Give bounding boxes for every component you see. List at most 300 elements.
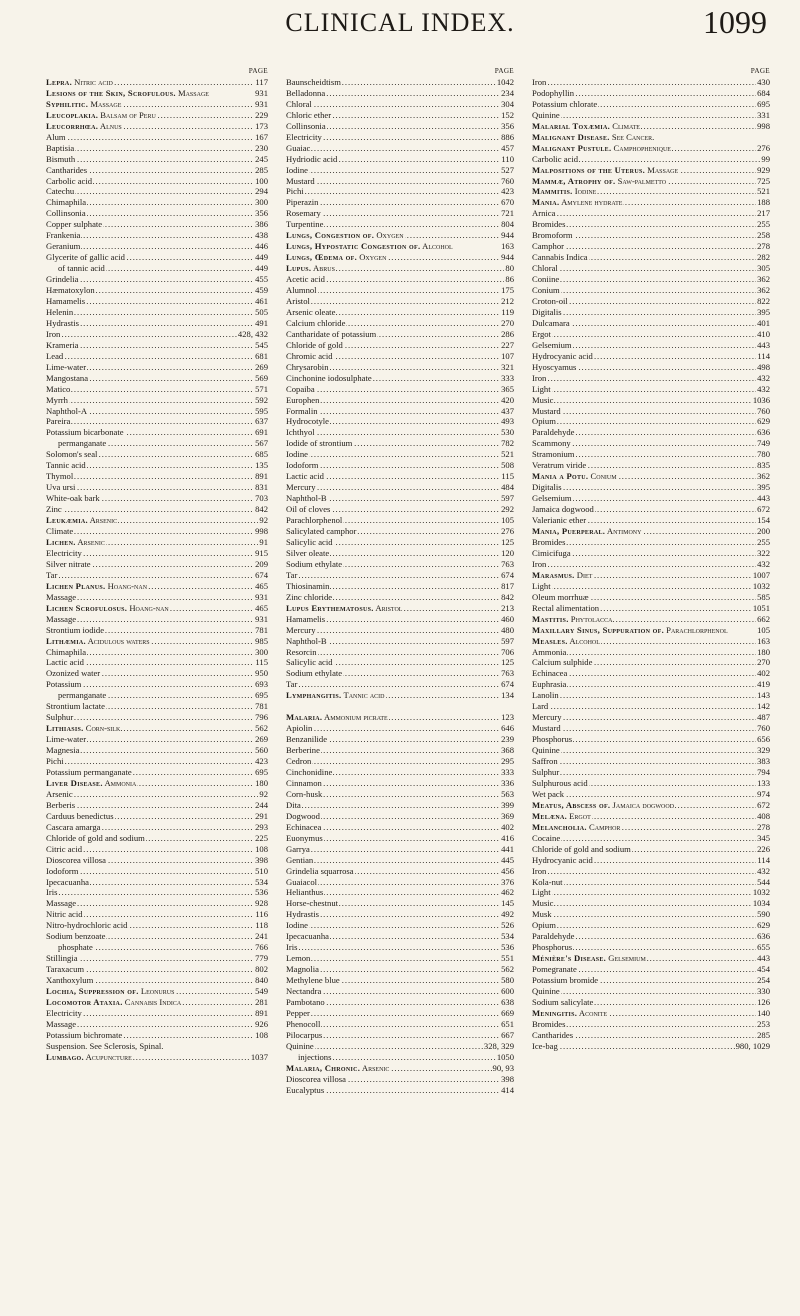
index-entry: [532, 493, 770, 504]
entry-text: Wet pack: [532, 788, 564, 799]
entry-page-ref: 562: [255, 723, 268, 734]
index-entry: [532, 931, 770, 942]
entry-page-ref: 763: [501, 558, 514, 569]
entry-text: Collinsonia: [46, 208, 86, 219]
entry-page-ref: 294: [255, 186, 268, 197]
index-entry: [286, 942, 514, 953]
entry-text: Lard: [532, 701, 549, 712]
entry-text: Methylene blue: [286, 975, 340, 986]
entry-text: Ozonized water: [46, 668, 101, 679]
index-entry: [532, 241, 770, 252]
entry-page-ref: 285: [757, 1029, 770, 1040]
entry-page-ref: 455: [255, 274, 268, 285]
entry-page-ref: 213: [501, 602, 514, 613]
entry-text: Lochia, Suppression of. Leonurus: [46, 986, 175, 997]
entry-page-ref: 674: [501, 569, 514, 580]
entry-page-ref: 667: [501, 1029, 514, 1040]
entry-page-ref: 944: [501, 230, 514, 241]
index-heading-entry: [286, 712, 514, 723]
entry-text: Phosphorus: [532, 734, 573, 745]
entry-text: Chimaphila: [46, 197, 87, 208]
index-heading-entry: [532, 143, 770, 154]
index-entry: [286, 701, 514, 712]
entry-page-ref: 152: [501, 109, 514, 120]
index-entry: [532, 449, 770, 460]
index-entry: [286, 515, 514, 526]
entry-text: Potassium chlorate: [532, 98, 598, 109]
entry-text: Iron: [532, 372, 547, 383]
entry-page-ref: 670: [501, 197, 514, 208]
index-entry: [286, 471, 514, 482]
entry-page-ref: 115: [255, 657, 268, 668]
entry-text: Music: [532, 898, 554, 909]
entry-text: Music: [532, 394, 554, 405]
entry-text: Cantharides: [46, 164, 88, 175]
entry-text: Chrysarobin: [286, 361, 329, 372]
index-entry: [532, 296, 770, 307]
entry-text: Paraldehyde: [532, 427, 575, 438]
entry-text: Cannabis Indica: [532, 252, 588, 263]
index-entry: [532, 778, 770, 789]
index-entry: [46, 866, 268, 877]
entry-text: Berberine: [286, 745, 320, 756]
index-entry: [46, 855, 268, 866]
index-entry: [532, 482, 770, 493]
entry-text: Calcium chloride: [286, 317, 346, 328]
entry-page-ref: 931: [255, 613, 268, 624]
index-entry: [532, 767, 770, 778]
entry-page-ref: 305: [757, 263, 770, 274]
entry-text: Lungs, Hypostatic Congestion of. Alcohol: [286, 241, 453, 252]
entry-page-ref: 117: [255, 76, 268, 87]
index-entry: [532, 230, 770, 241]
index-heading-entry: [46, 121, 268, 132]
index-heading-entry: [286, 1063, 514, 1074]
entry-page-ref: 423: [255, 756, 268, 767]
index-entry: [46, 745, 268, 756]
index-entry: [286, 997, 514, 1008]
index-entry: [286, 975, 514, 986]
index-entry: [286, 165, 514, 176]
entry-text: Arsenic: [46, 788, 73, 799]
entry-page-ref: 449: [255, 252, 268, 263]
entry-text: Nitric acid: [46, 909, 83, 920]
entry-page-ref: 1036: [752, 394, 770, 405]
entry-page-ref: 125: [501, 536, 514, 547]
entry-page-ref: 706: [501, 646, 514, 657]
index-entry: [286, 482, 514, 493]
entry-page-ref: 402: [501, 821, 514, 832]
entry-page-ref: 886: [501, 131, 514, 142]
entry-page-ref: 695: [757, 98, 770, 109]
entry-text: Frankenia: [46, 230, 81, 241]
entry-page-ref: 781: [255, 701, 268, 712]
entry-text: Belladonna: [286, 87, 326, 98]
entry-text: Copaiba: [286, 383, 315, 394]
entry-text: Hydrocotyle: [286, 416, 329, 427]
entry-text: Phosphorus: [532, 942, 573, 953]
index-entry: [46, 362, 268, 373]
entry-text: Cantharidate of potassium: [286, 328, 377, 339]
entry-page-ref: 225: [255, 832, 268, 843]
entry-page-ref: 145: [501, 898, 514, 909]
index-entry: [46, 625, 268, 636]
index-entry: [286, 1074, 514, 1085]
entry-page-ref: 107: [501, 350, 514, 361]
entry-page-ref: 656: [757, 734, 770, 745]
entry-text: Suspension. See Sclerosis, Spinal.: [46, 1040, 164, 1051]
index-entry: [532, 833, 770, 844]
index-entry: [46, 482, 268, 493]
entry-page-ref: 241: [255, 931, 268, 942]
entry-text: Valerianic ether: [532, 515, 587, 526]
entry-page-ref: 527: [501, 164, 514, 175]
entry-text: Mustard: [286, 175, 315, 186]
entry-page-ref: 432: [757, 372, 770, 383]
index-heading-entry: [46, 986, 268, 997]
entry-text: Melancholia. Camphor: [532, 821, 621, 832]
index-entry: [532, 77, 770, 88]
entry-page-ref: 498: [757, 361, 770, 372]
entry-text: Sodium ethylate: [286, 668, 343, 679]
entry-page-ref: 356: [501, 120, 514, 131]
entry-text: Cimicifuga: [532, 547, 571, 558]
entry-page-ref: 891: [255, 471, 268, 482]
index-entry: [46, 427, 268, 438]
entry-page-ref: 802: [255, 964, 268, 975]
index-entry: [46, 252, 268, 263]
entry-page-ref: 234: [501, 87, 514, 98]
entry-page-ref: 369: [501, 810, 514, 821]
entry-page-ref: 200: [757, 526, 770, 537]
index-entry: [532, 756, 770, 767]
entry-page-ref: 212: [501, 296, 514, 306]
index-entry: [532, 154, 770, 165]
entry-page-ref: 672: [757, 504, 770, 515]
index-entry: [46, 811, 268, 822]
index-heading-entry: [532, 1008, 770, 1019]
index-entry: [46, 833, 268, 844]
entry-text: Solomon's seal: [46, 449, 98, 460]
entry-page-ref: 585: [757, 591, 770, 602]
index-column-1: [46, 66, 268, 1063]
entry-page-ref: 629: [757, 416, 770, 427]
index-entry: [532, 789, 770, 800]
entry-page-ref: 508: [501, 460, 514, 471]
entry-text: Nectandra: [286, 986, 322, 997]
index-entry: [46, 548, 268, 559]
entry-page-ref: 105: [757, 624, 770, 635]
entry-text: Quinine: [532, 109, 560, 120]
index-entry: [532, 975, 770, 986]
index-entry: [532, 712, 770, 723]
index-entry: [286, 679, 514, 690]
entry-text: Strontium lactate: [46, 701, 105, 712]
index-entry: [46, 898, 268, 909]
entry-page-ref: 831: [255, 482, 268, 493]
index-heading-entry: [532, 176, 770, 187]
entry-page-ref: 180: [757, 646, 770, 657]
entry-page-ref: 300: [255, 197, 268, 208]
index-entry: [46, 668, 268, 679]
index-entry: [532, 307, 770, 318]
entry-text: Lepra. Nitric acid: [46, 76, 113, 87]
entry-page-ref: 269: [255, 734, 268, 745]
entry-page-ref: 292: [501, 504, 514, 515]
entry-page-ref: 416: [501, 832, 514, 843]
entry-page-ref: 493: [501, 416, 514, 427]
entry-text: Calcium sulphide: [532, 657, 593, 668]
entry-page-ref: 931: [255, 591, 268, 602]
index-heading-entry: [532, 186, 770, 197]
index-entry: [532, 88, 770, 99]
index-entry: [46, 953, 268, 964]
entry-page-ref: 822: [757, 296, 770, 306]
entry-page-ref: 414: [501, 1084, 514, 1095]
entry-text: Copper sulphate: [46, 219, 103, 230]
index-entry: [286, 833, 514, 844]
index-entry: [286, 373, 514, 384]
entry-page-ref: 395: [757, 482, 770, 493]
entry-page-ref: 134: [501, 690, 514, 701]
entry-page-ref: 674: [255, 569, 268, 580]
entry-text: Lemon: [286, 953, 311, 964]
entry-page-ref: 536: [501, 942, 514, 953]
entry-page-ref: 763: [501, 668, 514, 679]
entry-page-ref: 108: [255, 843, 268, 854]
entry-text: Acetic acid: [286, 274, 325, 285]
index-heading-entry: [532, 526, 770, 537]
index-entry: [46, 165, 268, 176]
entry-page-ref: 766: [255, 942, 268, 953]
entry-page-ref: 703: [255, 493, 268, 504]
index-entry: [286, 351, 514, 362]
index-entry: [532, 1041, 770, 1052]
entry-text: Lupus. Abrus: [286, 263, 335, 274]
entry-page-ref: 929: [757, 164, 770, 175]
index-entry: [286, 778, 514, 789]
index-entry: [286, 1041, 514, 1052]
entry-text: Lungs, Congestion of. Oxygen: [286, 230, 404, 241]
entry-page-ref: 446: [255, 241, 268, 252]
entry-text: Quinine: [532, 986, 560, 997]
index-entry: [532, 745, 770, 756]
index-entry: [286, 909, 514, 920]
entry-page-ref: 760: [757, 723, 770, 734]
index-column-2: [286, 66, 514, 1096]
entry-page-ref: 560: [255, 745, 268, 756]
index-entry: [46, 592, 268, 603]
entry-page-ref: 492: [501, 909, 514, 920]
entry-text: Naphthol-B: [286, 635, 327, 646]
entry-text: Naphthol-A: [46, 405, 88, 416]
index-entry: [532, 679, 770, 690]
entry-text: Kola-nut: [532, 876, 563, 887]
index-entry: [286, 931, 514, 942]
entry-text: Chloric ether: [286, 109, 332, 120]
entry-text: Berberis: [46, 799, 76, 810]
index-entry: [286, 285, 514, 296]
entry-page-ref: 336: [501, 777, 514, 788]
entry-text: Sulphur: [532, 766, 560, 777]
index-heading-entry: [286, 241, 514, 252]
entry-page-ref: 419: [757, 679, 770, 690]
index-entry: [46, 614, 268, 625]
entry-text: Garrya: [286, 843, 310, 854]
entry-page-ref: 116: [255, 909, 268, 920]
entry-page-ref: 270: [501, 317, 514, 328]
entry-text: Iodoform: [286, 460, 319, 471]
entry-page-ref: 521: [757, 186, 770, 197]
entry-text: Lymphangitis. Tannic acid: [286, 690, 385, 701]
entry-text: permanganate: [46, 438, 107, 448]
index-entry: [46, 176, 268, 187]
index-entry: [46, 416, 268, 427]
entry-page-ref: 293: [255, 821, 268, 832]
index-entry: [46, 449, 268, 460]
entry-text: of tannic acid: [46, 263, 106, 273]
entry-page-ref: 638: [501, 996, 514, 1007]
entry-text: Malaria, Chronic. Arsenic: [286, 1062, 390, 1073]
entry-text: Cocaine: [532, 832, 561, 843]
entry-page-ref: 142: [757, 701, 770, 712]
entry-text: Mania a Potu. Conium: [532, 471, 617, 482]
entry-page-ref: 345: [757, 832, 770, 843]
entry-text: Podophyllin: [532, 87, 575, 98]
index-entry: [532, 340, 770, 351]
entry-text: Tar: [286, 679, 298, 690]
entry-text: Magnesia: [46, 745, 80, 756]
index-entry: [46, 734, 268, 745]
entry-page-ref: 438: [255, 230, 268, 241]
entry-text: Europhen: [286, 394, 320, 405]
entry-text: Light: [532, 383, 551, 394]
entry-page-ref: 322: [757, 547, 770, 558]
entry-page-ref: 399: [501, 799, 514, 810]
index-entry: [532, 110, 770, 121]
entry-page-ref: 662: [757, 613, 770, 624]
entry-text: Catechu: [46, 186, 75, 197]
entry-text: Lesions of the Skin, Scrofulous. Massage: [46, 87, 209, 98]
entry-text: Meatus, Abscess of. Jamaica dogwood: [532, 799, 675, 810]
index-entry: [46, 493, 268, 504]
entry-text: Bromoform: [532, 230, 573, 241]
entry-page-ref: 402: [757, 668, 770, 679]
entry-page-ref: 580: [501, 975, 514, 986]
index-entry: [46, 296, 268, 307]
index-entry: [46, 877, 268, 888]
index-entry: [46, 373, 268, 384]
entry-text: Climate: [46, 526, 74, 537]
entry-page-ref: 386: [255, 219, 268, 230]
entry-page-ref: 362: [757, 471, 770, 482]
entry-page-ref: 817: [501, 580, 514, 591]
entry-page-ref: 362: [757, 274, 770, 285]
entry-page-ref: 456: [501, 865, 514, 876]
entry-text: Syphilitic. Massage: [46, 98, 122, 109]
page-column-label: PAGE: [750, 67, 770, 75]
index-entry: [46, 756, 268, 767]
index-entry: [286, 866, 514, 877]
entry-text: Guaiacol: [286, 876, 318, 887]
entry-text: Salicylic acid: [286, 536, 333, 547]
index-entry: [532, 351, 770, 362]
entry-text: Piperazin: [286, 197, 319, 208]
entry-text: Cinchonidine: [286, 766, 333, 777]
entry-page-ref: 226: [757, 843, 770, 854]
entry-text: Geranium: [46, 241, 81, 252]
entry-page-ref: 691: [255, 427, 268, 438]
entry-page-ref: 282: [757, 252, 770, 263]
entry-page-ref: 780: [757, 449, 770, 460]
index-entry: [532, 208, 770, 219]
index-entry: [532, 373, 770, 384]
index-entry: [532, 548, 770, 559]
index-entry: [46, 712, 268, 723]
entry-page-ref: 432: [757, 865, 770, 876]
index-entry: [46, 504, 268, 515]
entry-page-ref: 980, 1029: [735, 1040, 770, 1051]
entry-page-ref: 1032: [752, 887, 770, 898]
index-heading-entry: [46, 997, 268, 1008]
index-entry: [286, 723, 514, 734]
index-entry: [532, 285, 770, 296]
entry-text: Matico: [46, 383, 71, 394]
index-entry: [286, 219, 514, 230]
entry-text: Krameria: [46, 339, 79, 350]
page-header: [0, 0, 800, 50]
entry-page-ref: 567: [255, 438, 268, 449]
index-entry: [286, 504, 514, 515]
index-entry: [532, 964, 770, 975]
entry-page-ref: 931: [255, 87, 268, 98]
entry-text: Pepper: [286, 1007, 310, 1018]
entry-page-ref: 646: [501, 723, 514, 734]
entry-page-ref: 551: [501, 953, 514, 964]
entry-page-ref: 779: [255, 953, 268, 964]
index-column-3: [532, 66, 770, 1052]
entry-page-ref: 383: [757, 756, 770, 767]
index-entry: [286, 614, 514, 625]
entry-text: Hydrocyanic acid: [532, 854, 593, 865]
entry-text: Silver nitrate: [46, 558, 91, 569]
entry-page-ref: 239: [501, 734, 514, 745]
index-entry: [46, 460, 268, 471]
index-entry: [286, 668, 514, 679]
entry-text: Baptisia: [46, 142, 75, 153]
index-heading-entry: [286, 603, 514, 614]
index-heading-entry: [286, 230, 514, 241]
entry-page-ref: 362: [757, 285, 770, 296]
entry-text: phosphate: [46, 942, 94, 952]
index-entry: [532, 252, 770, 263]
index-entry: [532, 855, 770, 866]
entry-page-ref: 760: [501, 175, 514, 186]
entry-text: Oil of cloves: [286, 504, 331, 515]
entry-page-ref: 188: [757, 197, 770, 208]
index-entry: [46, 208, 268, 219]
entry-page-ref: 120: [501, 547, 514, 558]
entry-page-ref: 915: [255, 547, 268, 558]
page-title: CLINICAL INDEX.: [285, 8, 515, 37]
entry-text: Euonymus: [286, 832, 323, 843]
entry-text: Maxillary Sinus, Suppuration of. Parachlorphenol: [532, 624, 728, 635]
entry-text: Thiosinamin: [286, 580, 330, 591]
index-entry: [46, 471, 268, 482]
entry-text: Arnica: [532, 208, 556, 219]
index-entry: [46, 274, 268, 285]
entry-text: Xanthoxylum: [46, 975, 94, 986]
